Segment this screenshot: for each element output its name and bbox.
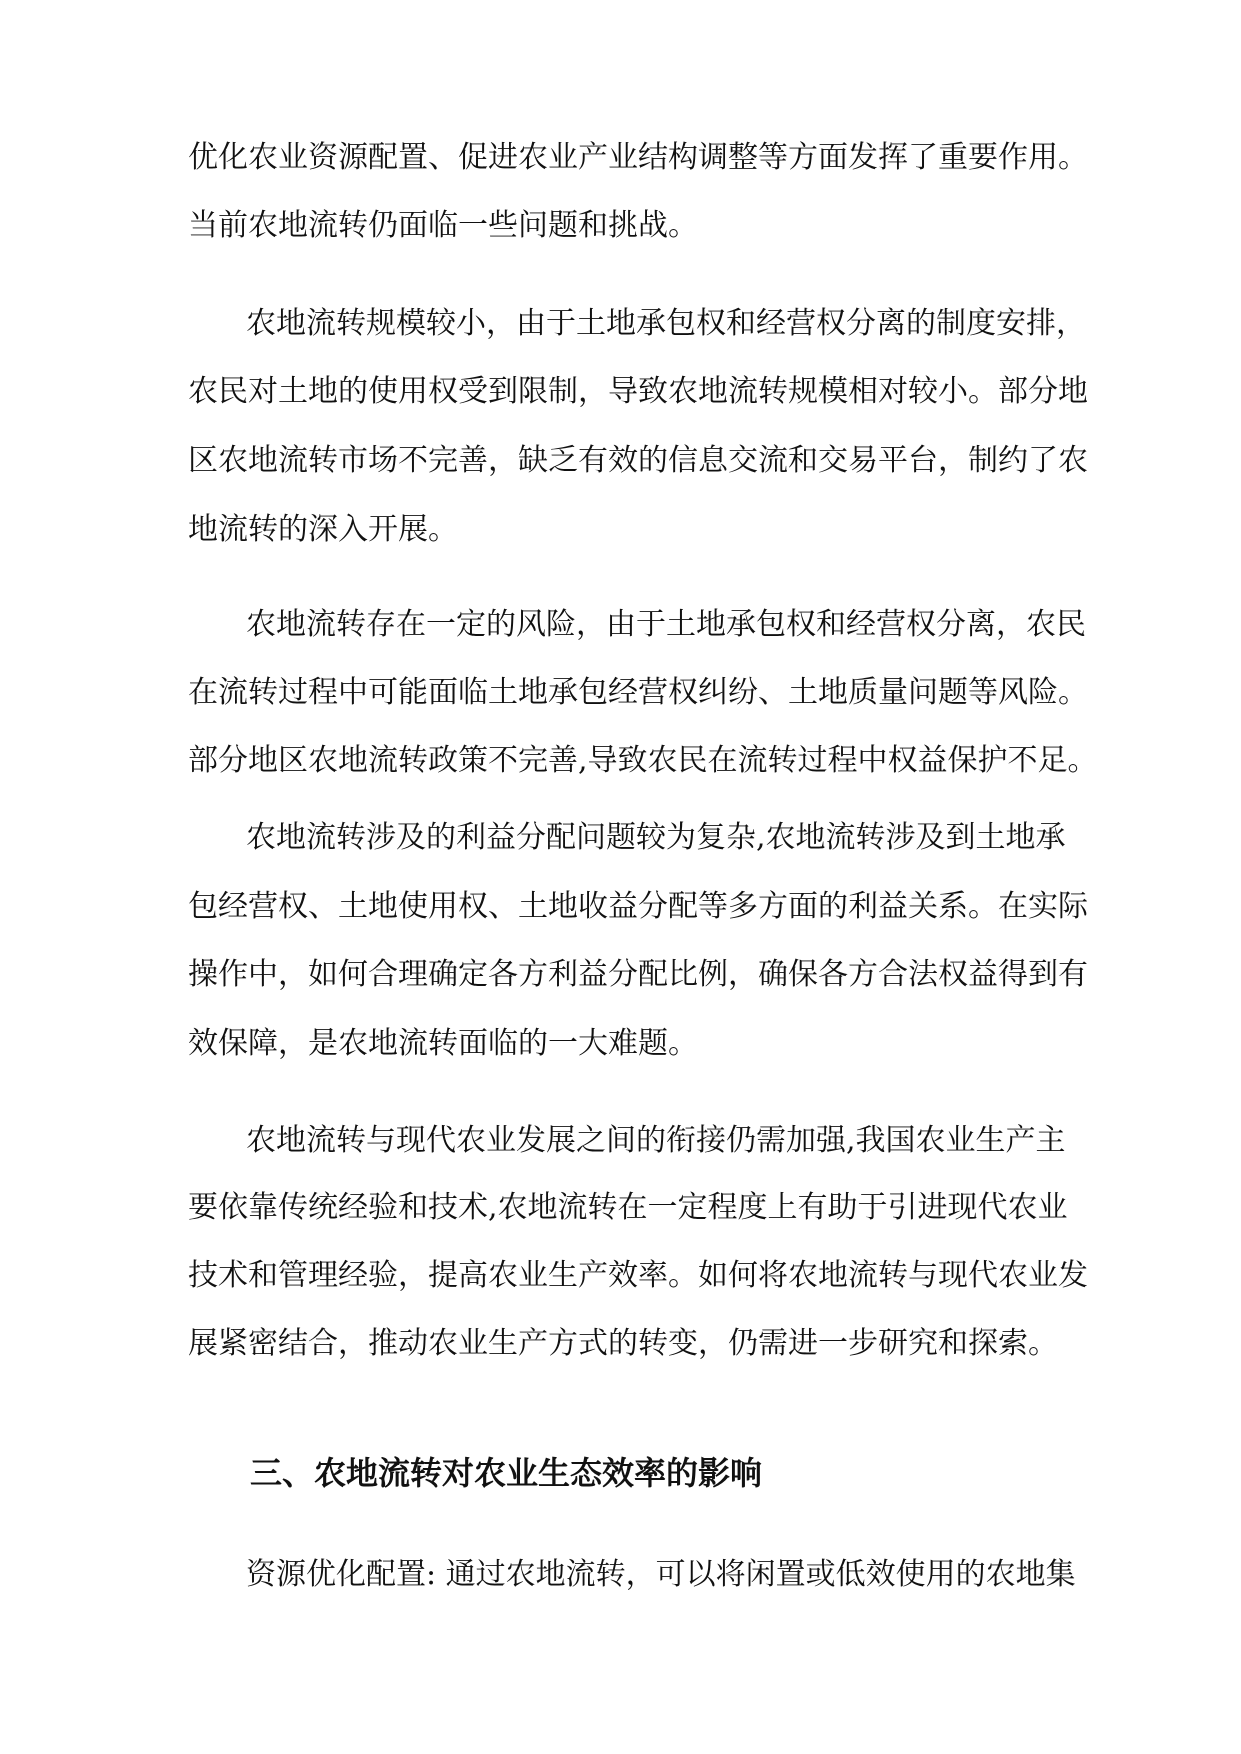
paragraph-4-line-1: 农地流转涉及的利益分配问题较为复杂,农地流转涉及到土地承 — [246, 820, 1066, 855]
paragraph-2-line-1: 农地流转规模较小，由于土地承包权和经营权分离的制度安排， — [246, 306, 1086, 341]
paragraph-5-line-2: 要依靠传统经验和技术,农地流转在一定程度上有助于引进现代农业 — [188, 1190, 1068, 1225]
paragraph-3-line-2: 在流转过程中可能面临土地承包经营权纠纷、土地质量问题等风险。 — [188, 675, 1088, 710]
paragraph-5-line-4: 展紧密结合，推动农业生产方式的转变，仍需进一步研究和探索。 — [188, 1326, 1058, 1361]
paragraph-4-line-2: 包经营权、土地使用权、土地收益分配等多方面的利益关系。在实际 — [188, 889, 1088, 924]
paragraph-3-line-3: 部分地区农地流转政策不完善,导致农民在流转过程中权益保护不足。 — [188, 743, 1098, 778]
paragraph-4-line-3: 操作中，如何合理确定各方利益分配比例，确保各方合法权益得到有 — [188, 957, 1088, 992]
paragraph-6-line-1: 资源优化配置: 通过农地流转，可以将闲置或低效使用的农地集 — [246, 1557, 1076, 1592]
paragraph-5-line-1: 农地流转与现代农业发展之间的衔接仍需加强,我国农业生产主 — [246, 1123, 1066, 1158]
paragraph-5-line-3: 技术和管理经验，提高农业生产效率。如何将农地流转与现代农业发 — [188, 1258, 1088, 1293]
paragraph-2-line-2: 农民对土地的使用权受到限制，导致农地流转规模相对较小。部分地 — [188, 374, 1088, 409]
paragraph-3-line-1: 农地流转存在一定的风险，由于土地承包权和经营权分离，农民 — [246, 607, 1086, 642]
paragraph-1-line-1: 优化农业资源配置、促进农业产业结构调整等方面发挥了重要作用。 — [188, 140, 1088, 175]
section-heading: 三、农地流转对农业生态效率的影响 — [250, 1454, 763, 1492]
paragraph-2-line-4: 地流转的深入开展。 — [188, 512, 458, 547]
paragraph-1-line-2: 当前农地流转仍面临一些问题和挑战。 — [188, 208, 698, 243]
paragraph-4-line-4: 效保障，是农地流转面临的一大难题。 — [188, 1026, 698, 1061]
paragraph-2-line-3: 区农地流转市场不完善，缺乏有效的信息交流和交易平台，制约了农 — [188, 443, 1088, 478]
